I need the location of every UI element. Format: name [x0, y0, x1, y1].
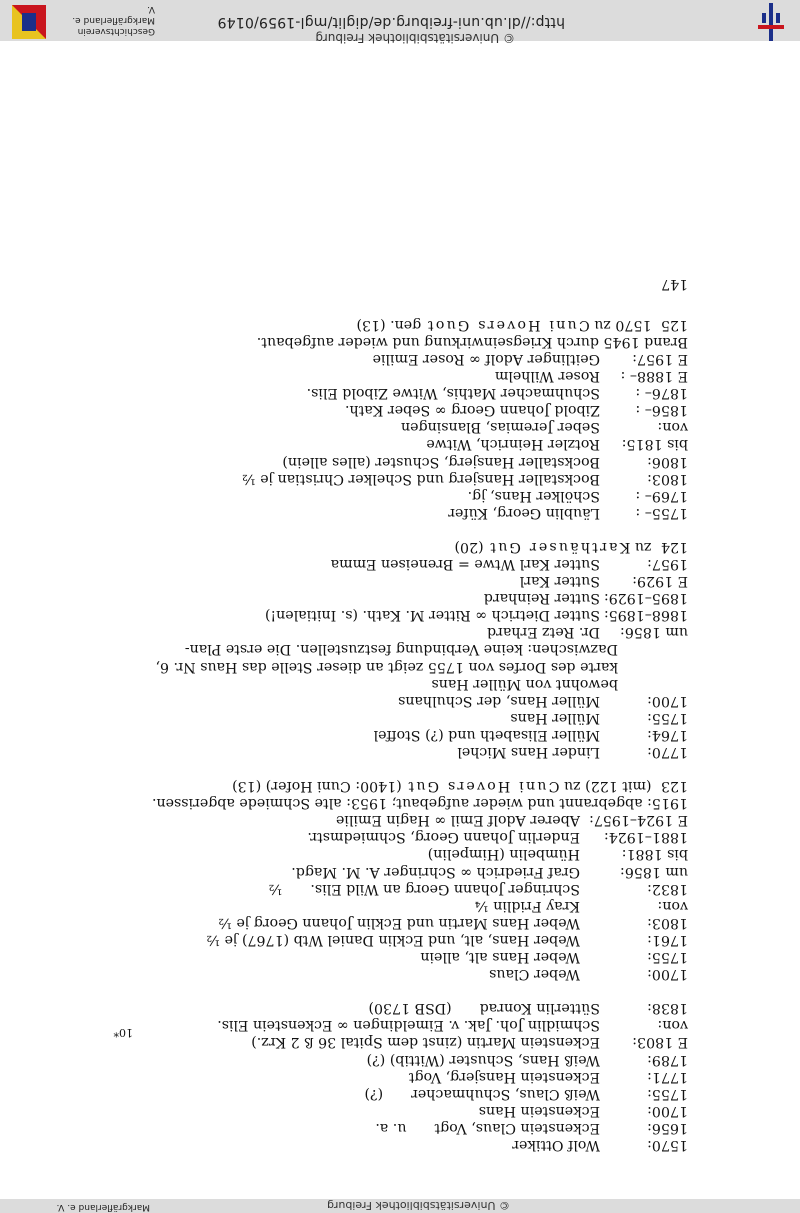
entry-row	[113, 726, 688, 743]
entry-text: Schölker Hans, jg.	[467, 487, 600, 504]
entry-year: 1876– :	[635, 385, 688, 402]
entry-text: Weber Hans, alt, und Ecklin Daniel Wtb (1767) je ½	[206, 931, 580, 948]
entry-note: (DSB 1730)	[368, 1000, 452, 1017]
section-heading-124: 124 zu Karthäuser Gut (20)	[454, 538, 688, 555]
entry-year: von:	[657, 419, 688, 436]
entry-note: (?)	[364, 1085, 384, 1102]
entry-row	[113, 914, 688, 931]
entry-year: 1838:	[647, 1000, 688, 1017]
entry-text: Sutter Karl	[519, 573, 600, 590]
entry-year: von:	[657, 897, 688, 914]
entry-row	[113, 948, 688, 965]
dazwischen-line: Dazwischen: keine Verbindung festzustellen. Die erste Plan-	[184, 641, 618, 658]
entry-text: Bockstaller Hansjerg und Schelker Christian je ½	[241, 470, 600, 487]
entry-row	[113, 350, 688, 367]
entry-text: Eckenstein Hansjerg, Vogt	[408, 1068, 600, 1085]
entry-year: 1895–1929:	[603, 590, 688, 607]
entry-text: Rotzler Heinrich, Witwe	[426, 436, 600, 453]
entry-year: 1570:	[647, 1137, 688, 1153]
dazwischen-line: karte des Dorfes von 1755 zeigt an dieser Stelle das Haus Nr. 6,	[155, 658, 618, 675]
entry-row	[113, 367, 688, 384]
dazwischen-line: bewohnt von Müller Hans	[431, 675, 618, 692]
entry-row	[113, 452, 688, 469]
entry-year: 1761:	[647, 931, 688, 948]
entry-text: Eckenstein Claus, Vogt	[434, 1119, 600, 1136]
entry-row	[113, 1016, 688, 1033]
entry-year: bis 1815:	[621, 436, 688, 453]
entry-text: Schmidlin Joh. Jak. v. Eimeldingen ∞ Eckenstein Elis.	[217, 1017, 600, 1034]
dazwischen-paragraph	[113, 640, 688, 691]
entry-text: Aberer Adolf Emil ∞ Hagin Emilie	[335, 812, 580, 829]
entry-row	[113, 487, 688, 504]
entry-row	[113, 1085, 688, 1102]
entry-text: Schuhmacher Mathis, Witwe Zibold Elis.	[306, 385, 600, 402]
header-copyright: © Universitätsbibliothek Freiburg	[327, 1199, 510, 1212]
entry-row	[113, 1136, 688, 1153]
page-text	[113, 268, 688, 1153]
entry-year: 1770:	[647, 744, 688, 761]
entry-year: E 1803:	[632, 1034, 688, 1051]
entry-row	[113, 897, 688, 914]
entry-row	[113, 1068, 688, 1085]
entry-year: 1881–1924:	[603, 829, 688, 846]
entry-row	[113, 811, 688, 828]
entry-text: Geitlinger Adolf ∞ Roser Emilie	[372, 350, 600, 367]
entry-year: 1755:	[647, 1085, 688, 1102]
entry-row	[113, 572, 688, 589]
entry-note: u. a.	[375, 1119, 407, 1136]
entry-text: Weiß Claus, Schuhmacher	[411, 1085, 600, 1102]
entry-row	[113, 692, 688, 709]
entry-text: Müller Hans	[510, 709, 600, 726]
entry-row	[113, 863, 688, 880]
entry-text: Weiß Hans, Schuster (Wittib) (?)	[366, 1051, 600, 1068]
entry-text: Sutter Reinhard	[483, 590, 600, 607]
entry-row	[113, 623, 688, 640]
entry-year: 1764:	[647, 726, 688, 743]
entry-row	[113, 1119, 688, 1136]
entry-row	[113, 1050, 688, 1067]
library-logo-icon	[758, 3, 784, 41]
entry-note: ½	[268, 880, 283, 897]
entry-text: Enderlin Johann Georg, Schmiedmstr.	[307, 829, 580, 846]
entry-year: 1806:	[647, 453, 688, 470]
entry-year: um 1856:	[620, 624, 688, 641]
entry-year: 1769– :	[635, 487, 688, 504]
entry-text: Müller Hans, der Schulhans	[398, 692, 600, 709]
entry-year: E 1924–1957:	[589, 812, 688, 829]
entry-year: 1755:	[647, 709, 688, 726]
entry-year: 1656:	[647, 1119, 688, 1136]
section-note: 1915: abgebrannt und wieder aufgebaut; 1953: alte Schmiede abgerissen.	[151, 795, 688, 812]
entry-text: Läublin Georg, Küfer	[448, 504, 600, 521]
entry-year: 1700:	[647, 966, 688, 983]
entry-row	[113, 418, 688, 435]
entry-text: Wolf Ottiker	[512, 1137, 600, 1153]
entry-year: 1755:	[647, 949, 688, 966]
footer-copyright: © Universitätsbibliothek Freiburg	[315, 31, 515, 45]
entry-list-124a	[113, 555, 688, 640]
entry-year: 1700:	[647, 692, 688, 709]
entry-year: 1856– :	[635, 402, 688, 419]
entry-list-125	[113, 350, 688, 521]
entry-row	[113, 470, 688, 487]
entry-row	[113, 606, 688, 623]
entry-row	[113, 1033, 688, 1050]
entry-text: Bockstaller Hansjerg, Schuster (alles allein)	[282, 453, 600, 470]
entry-text: Sutter Dietrich ∞ Ritter M. Kath. (s. Initialen!)	[264, 607, 600, 624]
entry-text: Graf Friedrich ∞ Schringer A. M. Magd.	[291, 863, 580, 880]
entry-row	[113, 384, 688, 401]
viewer-header-bar	[0, 1199, 800, 1213]
entry-text: Sütterlin Konrad	[479, 1000, 600, 1017]
entry-row	[113, 965, 688, 982]
entry-year: bis 1881:	[621, 846, 688, 863]
entry-text: Eckenstein Hans	[478, 1102, 600, 1119]
header-org: Markgräflerland e. V.	[56, 1202, 150, 1212]
entry-year: 1957:	[647, 556, 688, 572]
entry-text: Zibold Johann Georg ∞ Seber Kath.	[344, 402, 600, 419]
entry-text: Müller Elisabeth und (?) Stoffel	[373, 726, 600, 743]
entry-list-124b	[113, 692, 688, 760]
entry-year: 1755– :	[635, 504, 688, 521]
entry-row	[113, 435, 688, 452]
entry-year: 1789:	[647, 1051, 688, 1068]
entry-text: Kray Fridlin ¼	[474, 897, 580, 914]
entry-row	[113, 504, 688, 521]
section-heading-125: 125 1570 zu Cuni Hovers Guot gen. (13)	[356, 316, 688, 333]
footer-org: Geschichtsverein Markgräflerland e. V.	[72, 4, 155, 36]
signature-mark: 10*	[113, 1026, 133, 1039]
entry-row	[113, 828, 688, 845]
entry-row	[113, 709, 688, 726]
entry-row	[113, 931, 688, 948]
entry-year: 1868–1895:	[603, 607, 688, 624]
entry-text: Seber Jeremias, Blansingen	[400, 419, 600, 436]
viewer-footer-bar	[0, 0, 800, 45]
entry-text: Schringer Johann Georg an Wild Elis.	[310, 880, 580, 897]
entry-year: um 1856:	[620, 863, 688, 880]
entry-text: Hümbelin (Himpelin)	[427, 846, 580, 863]
entry-year: 1803:	[647, 470, 688, 487]
entry-row	[113, 845, 688, 862]
entry-row	[113, 743, 688, 760]
entry-year: E 1929:	[632, 573, 688, 590]
entry-text: Dr. Retz Erhard	[487, 624, 600, 641]
entry-row	[113, 880, 688, 897]
entry-year: von:	[657, 1017, 688, 1034]
section-note: Brand 1945 durch Kriegseinwirkung und wieder aufgebaut.	[256, 333, 688, 350]
entry-year: 1803:	[647, 914, 688, 931]
entry-year: E 1957:	[632, 350, 688, 367]
entry-text: Eckenstein Martin (zinst dem Spital 36 ß 2 Krz.)	[251, 1034, 600, 1051]
entry-row	[113, 1102, 688, 1119]
page-header-row	[113, 268, 688, 294]
entry-year: 1700:	[647, 1102, 688, 1119]
entry-row	[113, 589, 688, 606]
section-heading-123: 123 (mit 122) zu Cuni Hovers Gut (1400: Cuni Hofer) (13)	[232, 778, 688, 795]
entry-year: E 1888– :	[620, 368, 688, 385]
entry-text: Linder Hans Michel	[457, 744, 600, 761]
entry-list-122	[113, 999, 688, 1153]
entry-row	[113, 999, 688, 1016]
footer-url[interactable]: http://dl.ub.uni-freiburg.de/diglit/mgl-1959/0149	[217, 14, 565, 30]
entry-year: 1832:	[647, 880, 688, 897]
page-number: 147	[661, 275, 688, 292]
entry-list-123	[113, 811, 688, 982]
entry-row	[113, 555, 688, 572]
entry-row	[113, 401, 688, 418]
society-crest-icon	[10, 3, 48, 41]
entry-text: Weber Claus	[489, 966, 580, 983]
entry-text: Roser Wilhelm	[494, 368, 600, 385]
entry-year: 1771:	[647, 1068, 688, 1085]
entry-text: Sutter Karl Wtwe = Breneisen Emma	[330, 556, 600, 572]
entry-text: Weber Hans alt, allein	[420, 949, 580, 966]
entry-text: Weber Hans Martin und Ecklin Johann Georg je ½	[218, 914, 580, 931]
